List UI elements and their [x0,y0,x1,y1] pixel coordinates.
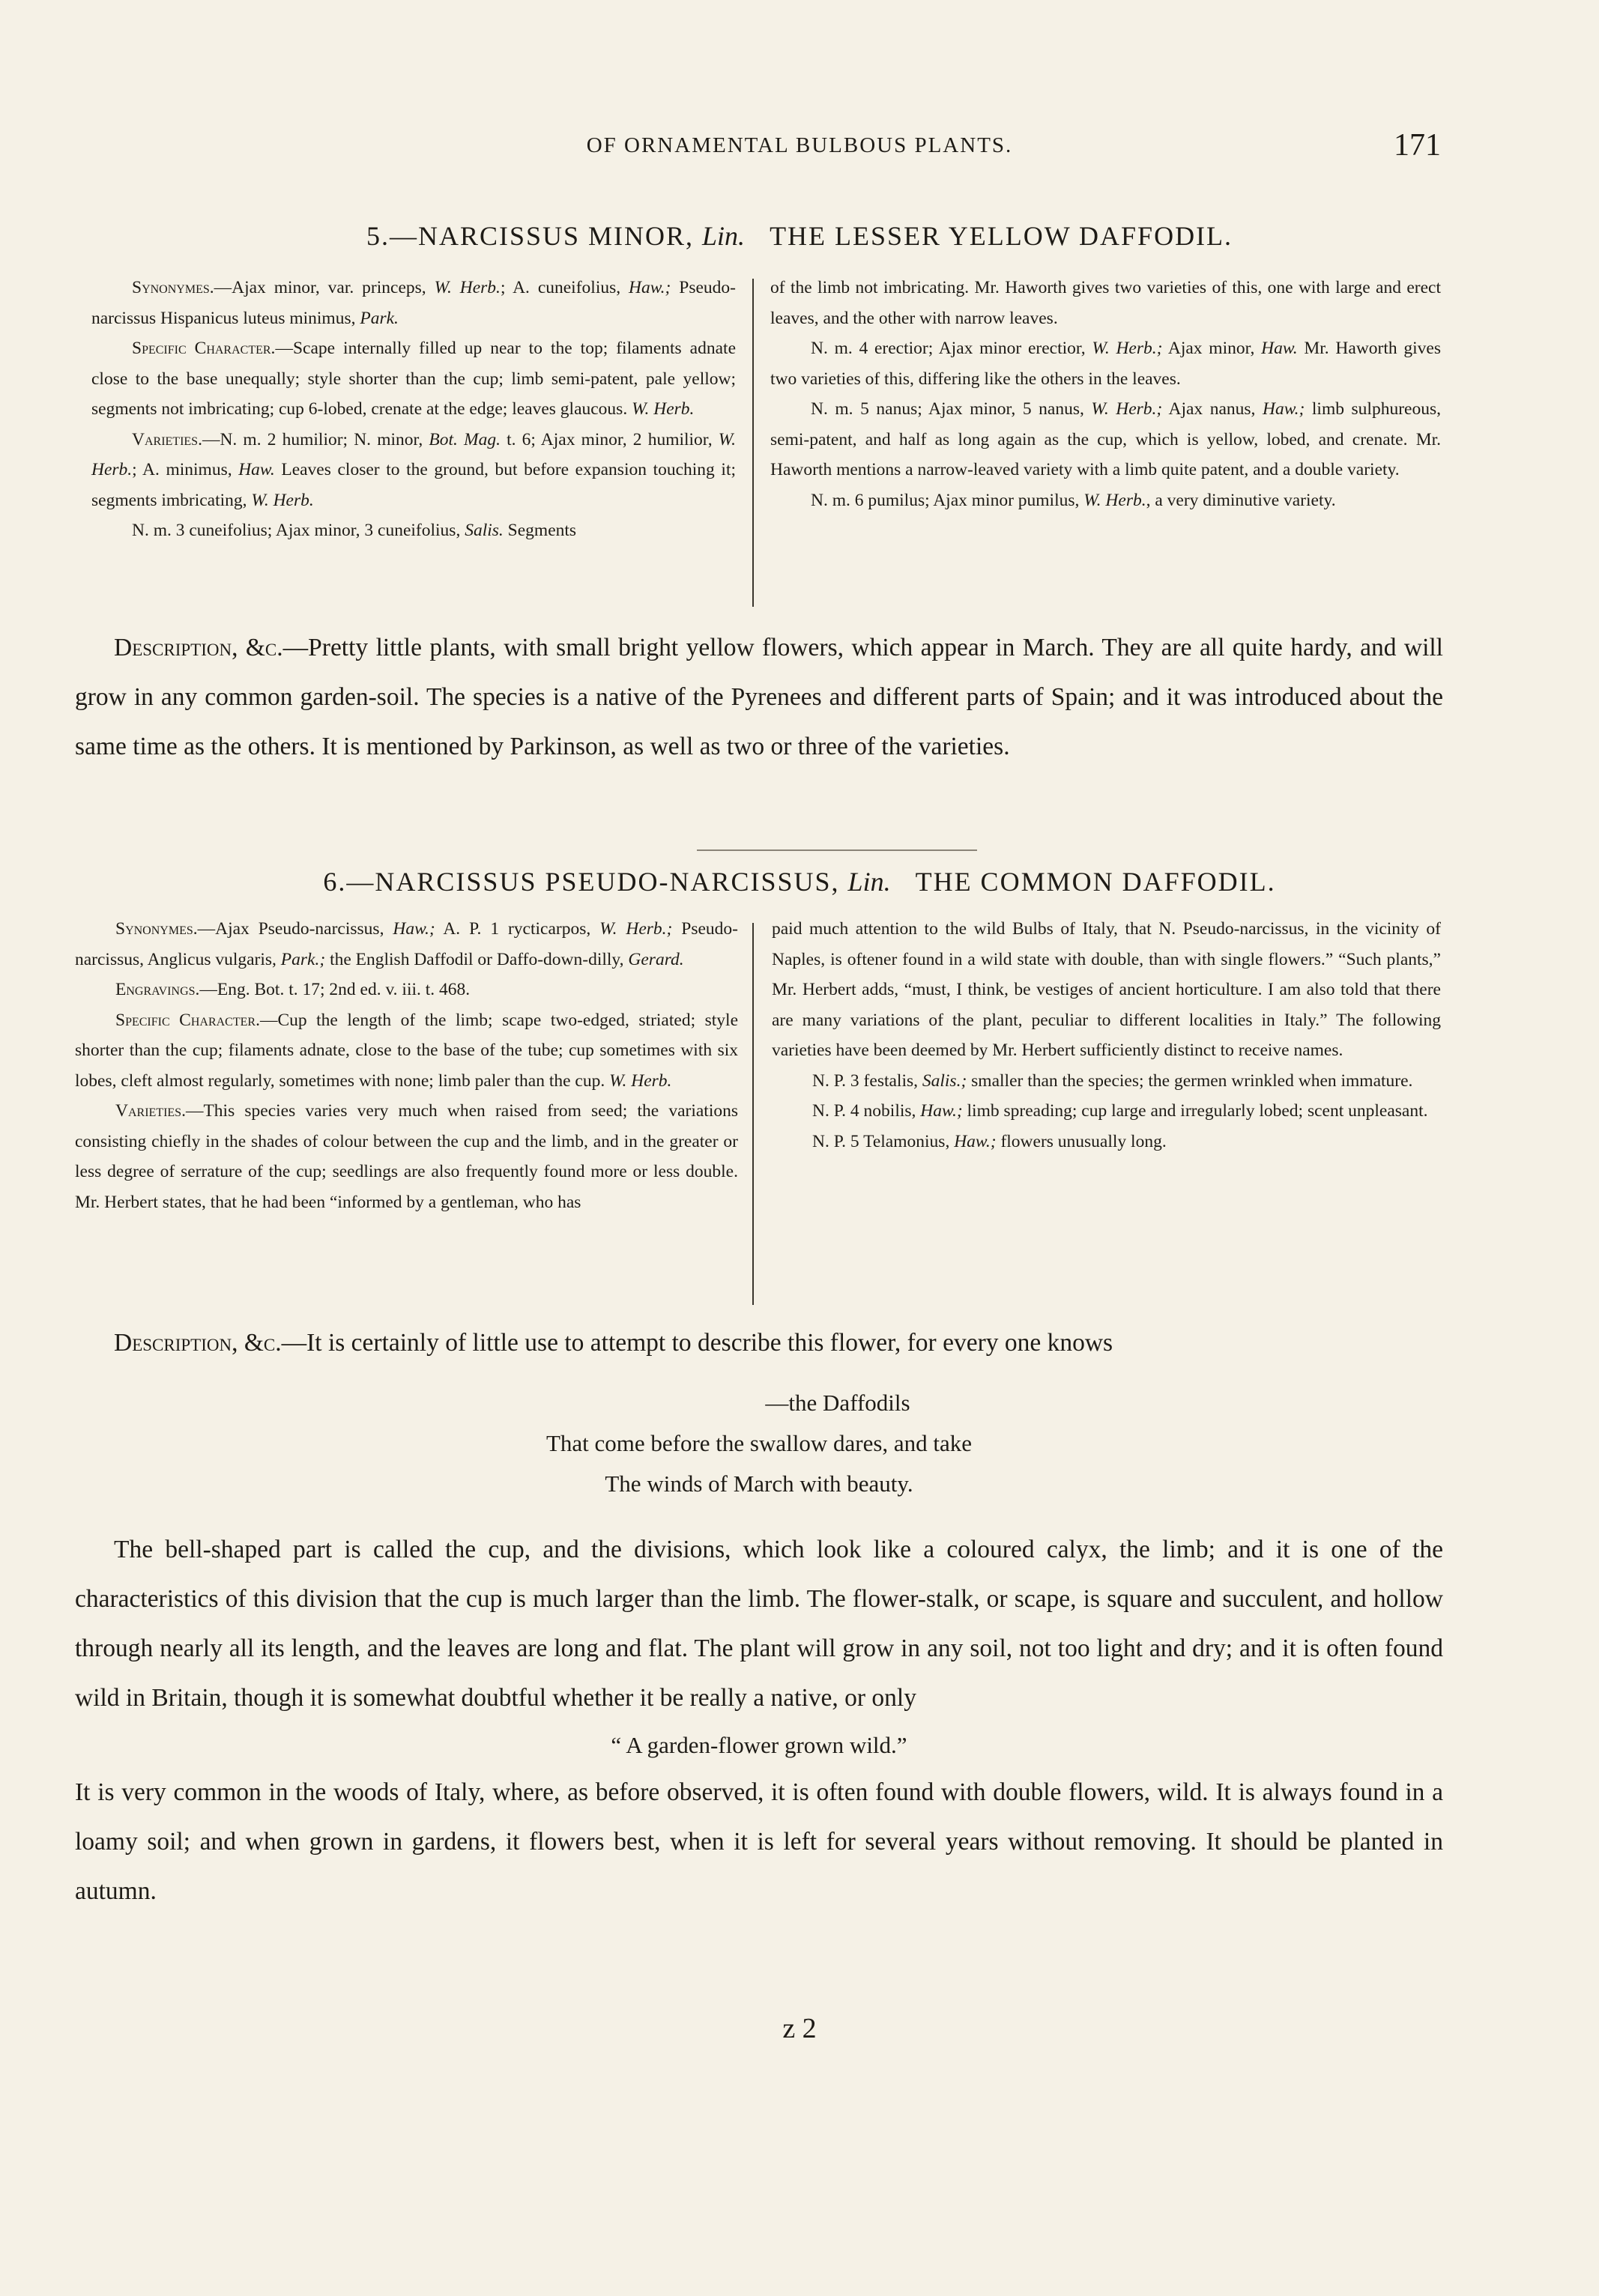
varieties-paragraph: Varieties.—N. m. 2 humilior; N. minor, Bot. Mag. t. 6; Ajax minor, 2 humilior, W. Herb.; A. minimus, Haw. Leaves closer to the ground, but before expansion touching it; segments imbricating, W. Herb. [91,429,736,510]
section-2-authority: Lin. [847,867,891,897]
section-1-common-name: THE LESSER YELLOW DAFFODIL. [770,221,1233,251]
quotation: “ A garden-flower grown wild.” [611,1732,907,1758]
paragraph: of the limb not imbricating. Mr. Haworth gives two varieties of this, one with large and erect leaves, and the other with narrow leaves. [770,278,1441,328]
synonymes-label: Synonymes. [132,278,214,297]
description-label: Description, &c. [114,634,283,661]
variety-3-paragraph: N. m. 3 cuneifolius; Ajax minor, 3 cuneifolius, Salis. Segments [132,521,577,540]
section-1-name: 5.—NARCISSUS MINOR, [366,221,703,251]
section-2-name: 6.—NARCISSUS PSEUDO-NARCISSUS, [323,867,848,897]
section-divider [697,849,977,851]
column-divider [752,279,754,607]
varieties-paragraph: Varieties.—This species varies very much when raised from seed; the variations consisting chiefly in the shades of colour between the cup and the limb, and in the greater or less degree of serrature of the cup; seedlings are also frequently found more or less double. Mr. Herbert states, that he had been “informed by a gentleman, who has [75,1101,738,1212]
section-2-title [0,866,1599,897]
variety-4-paragraph: N. P. 4 nobilis, Haw.; limb spreading; cup large and irregularly lobed; scent unpleasant. [812,1101,1428,1121]
paragraph: It is very common in the woods of Italy, where, as before observed, it is often found with double flowers, wild. It is always found in a loamy soil; and when grown in gardens, it flowers best, when it is left for several years without removing. It should be planted in autumn. [75,1778,1443,1905]
engravings-paragraph: Engravings.—Eng. Bot. t. 17; 2nd ed. v. iii. t. 468. [115,980,471,999]
section-1-authority: Lin. [702,221,746,251]
section-1-left-column [91,273,736,546]
signature-mark: z 2 [782,2013,817,2044]
section-2-left-column [75,914,738,1217]
synonymes-paragraph: Synonymes.—Ajax Pseudo-narcissus, Haw.; A. P. 1 rycticarpos, W. Herb.; Pseudo-narcissus, Anglicus vulgaris, Park.; the English Daffodil or Daffo-down-dilly, Gerard. [75,919,738,969]
specific-character-paragraph: Specific Character.—Scape internally filled up near to the top; filaments adnate close to the base unequally; style shorter than the cup; limb semi-patent, pale yellow; segments not imbricating; cup 6-lobed, crenate at the edge; leaves glaucous. W. Herb. [91,339,737,419]
verse-line: —the Daffodils [765,1390,910,1416]
verse-line: That come before the swallow dares, and take [545,1430,973,1456]
paragraph: paid much attention to the wild Bulbs of Italy, that N. Pseudo-narcissus, in the vicinity of Naples, is oftener found in a wild state with double, than with single flowers.” “Such plants,” Mr. Herbert adds, “must, I think, be vestiges of ancient horticulture. I am also told that there are many variations of the plant, peculiar to different localities in Italy.” The following varieties have been deemed by Mr. Herbert sufficiently distinct to receive names. [772,919,1441,1060]
section-2-right-column [772,914,1441,1157]
section-2-common-name: THE COMMON DAFFODIL. [915,867,1276,897]
section-2-description: Description, &c.—It is certainly of little use to attempt to describe this flower, for every one knows —the Daffodils That come before the swallow dares, and take The winds of March with beauty. The bell-shaped part is called the cup, and the divisions, which look like a coloured calyx, the limb; and it is one of the characteristics of this division that the cup is much larger than the limb. The flower-stalk, or scape, is square and succulent, and hollow through nearly all its length, and the leaves are long and flat. The plant will grow in any soil, not too light and dry; and it is often found wild in Britain, though it is somewhat doubtful whether it be really a native, or only “ A garden-flower grown wild.” It is very common in the woods of Italy, where, as before observed, it is often found with double flowers, wild. It is always found in a loamy soil; and when grown in gardens, it flowers best, when it is left for several years without removing. It should be planted in autumn. [75,1318,1443,1916]
page-number: 171 [1394,128,1441,163]
variety-6-paragraph: N. m. 6 pumilus; Ajax minor pumilus, W. Herb., a very diminutive variety. [811,490,1336,510]
variety-5-paragraph: N. P. 5 Telamonius, Haw.; flowers unusually long. [812,1131,1167,1151]
description-label: Description, &c. [114,1329,282,1357]
variety-5-paragraph: N. m. 5 nanus; Ajax minor, 5 nanus, W. Herb.; Ajax nanus, Haw.; limb sulphureous, semi-patent, and half as long again as the cup, which is yellow, lobed, and crenate. Mr. Haworth mentions a narrow-leaved variety with a limb quite patent, and a double variety. [770,399,1441,479]
variety-3-paragraph: N. P. 3 festalis, Salis.; smaller than the species; the germen wrinkled when immature. [812,1070,1413,1091]
specific-character-paragraph: Specific Character.—Cup the length of the limb; scape two-edged, striated; style shorter than the cup; filaments adnate, close to the base of the tube; cup sometimes with six lobes, cleft almost regularly, sometimes with none; limb paler than the cup. W. Herb. [75,1010,739,1091]
variety-4-paragraph: N. m. 4 erectior; Ajax minor erectior, W. Herb.; Ajax minor, Haw. Mr. Haworth gives two varieties of this, differing like the others in the leaves. [770,339,1441,389]
section-1-right-column [770,273,1441,515]
verse-line: The winds of March with beauty. [605,1470,913,1497]
paragraph: The bell-shaped part is called the cup, and the divisions, which look like a coloured calyx, the limb; and it is one of the characteristics of this division that the cup is much larger than the limb. The flower-stalk, or scape, is square and succulent, and hollow through nearly all its length, and the leaves are long and flat. The plant will grow in any soil, not too light and dry; and it is often found wild in Britain, though it is somewhat doubtful whether it be really a native, or only [75,1536,1443,1712]
column-divider [752,923,754,1305]
synonymes-paragraph: Synonymes.—Ajax minor, var. princeps, W. Herb.; A. cuneifolius, Haw.; Pseudo-narcissus Hispanicus luteus minimus, Park. [91,278,736,328]
section-1-title [0,220,1599,252]
running-head: OF ORNAMENTAL BULBOUS PLANTS. [586,133,1013,157]
section-1-description: Description, &c.—Pretty little plants, with small bright yellow flowers, which appear in March. They are all quite hardy, and will grow in any common garden-soil. The species is a native of the Pyrenees and different parts of Spain; and it was introduced about the same time as the others. It is mentioned by Parkinson, as well as two or three of the varieties. [75,634,1443,760]
